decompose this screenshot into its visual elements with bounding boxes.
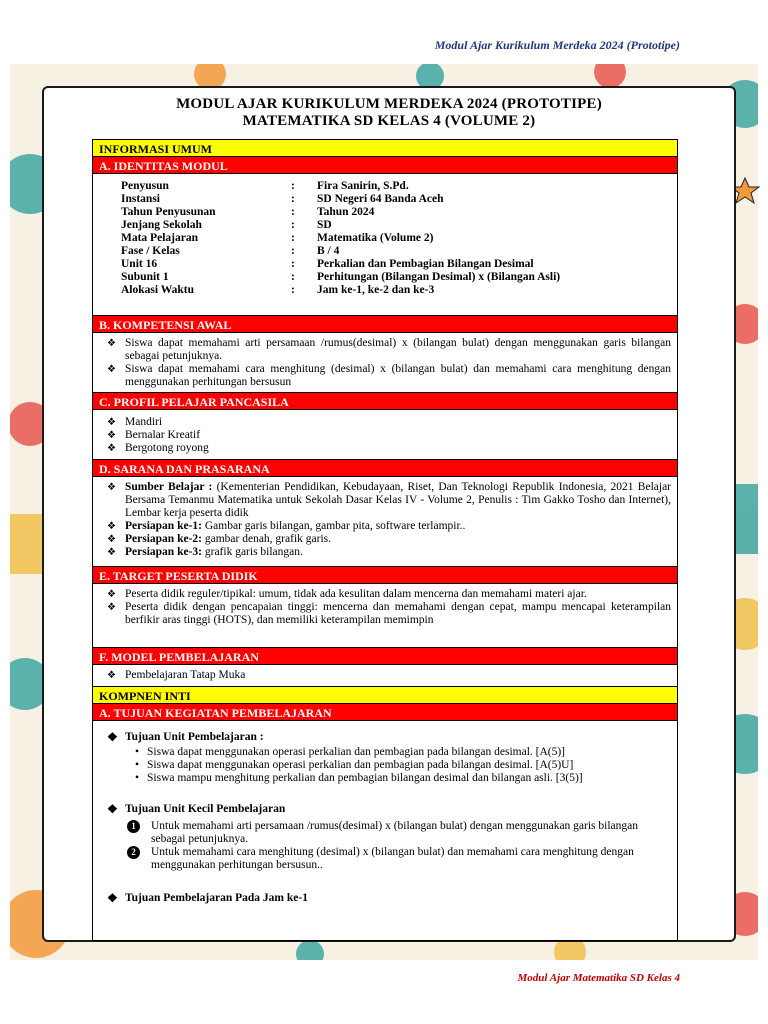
title-line-2: MATEMATIKA SD KELAS 4 (VOLUME 2) — [242, 113, 536, 129]
identity-label: Tahun Penyusunan — [121, 206, 216, 218]
sarana-item — [101, 520, 671, 533]
document-title — [44, 96, 734, 130]
sarana-text: (Kementerian Pendidikan, Kebudayaan, Riset, Dan Teknologi Republik Indonesia, 2021 Belajar Bersama Temanmu Matematika untuk Sekolah Dasar Kelas IV - Volume 2, Penulis : Tim Gakko Tosho dan Internet), Lembar kerja peserta didik — [125, 481, 671, 519]
profil-item: ❖ Mandiri — [101, 416, 671, 429]
sarana-label: Sumber Belajar : — [125, 481, 213, 493]
model-item: ❖ Pembelajaran Tatap Muka — [101, 669, 671, 682]
identity-value: B / 4 — [317, 245, 340, 257]
section-profil-pancasila: C. PROFIL PELAJAR PANCASILA — [92, 392, 678, 410]
target-item: ❖ Peserta didik dengan pencapaian tinggi: mencerna dan memahami dengan cepat, mampu mencapai keterampilan berfikir aras tinggi (HOTS), dan memiliki keterampilan memimpin — [101, 601, 671, 627]
identity-value: Matematika (Volume 2) — [317, 232, 434, 244]
kompetensi-item: ❖ Siswa dapat memahami cara menghitung (desimal) x (bilangan bulat) dan memahami cara menghitung dengan menggunakan perhitungan bersusun — [101, 363, 671, 389]
target-item: ❖ Peserta didik reguler/tipikal: umum, tidak ada kesulitan dalam mencerna dan memahami materi ajar. — [101, 588, 671, 601]
module-content — [92, 140, 678, 941]
section-model-pembelajaran: F. MODEL PEMBELAJARAN — [92, 647, 678, 665]
identity-separator: : — [291, 245, 295, 257]
identity-separator: : — [291, 271, 295, 283]
identity-table — [101, 178, 671, 297]
section-kompetensi-awal: B. KOMPETENSI AWAL — [92, 315, 678, 333]
identity-separator: : — [291, 219, 295, 231]
sarana-text: Gambar garis bilangan, gambar pita, software terlampir.. — [201, 520, 466, 532]
sarana-item — [101, 546, 671, 559]
target-box — [92, 584, 678, 648]
identity-label: Unit 16 — [121, 258, 158, 270]
profil-item: ❖ Bernalar Kreatif — [101, 429, 671, 442]
identity-label: Subunit 1 — [121, 271, 169, 283]
tujuan-unit-item: • Siswa mampu menghitung perkalian dan pembagian bilangan desimal dan bilangan asli. [3(5)] — [101, 772, 671, 785]
tujuan-kecil-text: Untuk memahami arti persamaan /rumus(desimal) x (bilangan bulat) dengan menggunakan garis bilangan sebagai petunjuknya. — [151, 820, 639, 845]
identity-separator: : — [291, 284, 295, 296]
section-sarana-prasarana: D. SARANA DAN PRASARANA — [92, 459, 678, 477]
section-informasi-umum: INFORMASI UMUM — [92, 139, 678, 157]
sarana-item — [101, 481, 671, 520]
sarana-item — [101, 533, 671, 546]
identity-label: Penyusun — [121, 180, 169, 192]
tujuan-box — [92, 721, 678, 941]
number-badge: 2 — [127, 846, 140, 859]
tujuan-kecil-list — [101, 820, 671, 872]
sarana-list — [101, 481, 671, 559]
identity-value: Tahun 2024 — [317, 206, 375, 218]
footer-note: Modul Ajar Matematika SD Kelas 4 — [517, 972, 680, 984]
sarana-label: Persiapan ke-1: — [125, 520, 202, 532]
identity-value: Perkalian dan Pembagian Bilangan Desimal — [317, 258, 534, 270]
identity-label: Mata Pelajaran — [121, 232, 198, 244]
sarana-text: gambar denah, grafik garis. — [201, 533, 331, 545]
sarana-label: Persiapan ke-2: — [125, 533, 202, 545]
identity-label: Alokasi Waktu — [121, 284, 194, 296]
identity-label: Instansi — [121, 193, 160, 205]
sarana-label: Persiapan ke-3: — [125, 546, 202, 558]
identity-separator: : — [291, 206, 295, 218]
tujuan-kecil-heading: ❖ Tujuan Unit Kecil Pembelajaran — [101, 803, 671, 816]
identity-separator: : — [291, 193, 295, 205]
section-tujuan-kegiatan: A. TUJUAN KEGIATAN PEMBELAJARAN — [92, 703, 678, 721]
sarana-box — [92, 477, 678, 567]
tujuan-unit-list — [101, 746, 671, 785]
identity-separator: : — [291, 180, 295, 192]
identity-value: SD Negeri 64 Banda Aceh — [317, 193, 444, 205]
tujuan-kecil-item — [101, 820, 671, 846]
kompetensi-box — [92, 333, 678, 393]
section-identitas-modul: A. IDENTITAS MODUL — [92, 156, 678, 174]
tujuan-kecil-item — [101, 846, 671, 872]
identity-separator: : — [291, 232, 295, 244]
target-list — [101, 588, 671, 627]
identity-value: SD — [317, 219, 332, 231]
title-line-1: MODUL AJAR KURIKULUM MERDEKA 2024 (PROTOTIPE) — [176, 96, 602, 112]
identity-value: Perhitungan (Bilangan Desimal) x (Bilangan Asli) — [317, 271, 561, 283]
section-kompnen-inti: KOMPNEN INTI — [92, 686, 678, 704]
identity-label: Jenjang Sekolah — [121, 219, 202, 231]
number-badge: 1 — [127, 820, 140, 833]
top-header-note: Modul Ajar Kurikulum Merdeka 2024 (Prototipe) — [434, 38, 680, 52]
tujuan-kecil-text: Untuk memahami cara menghitung (desimal) x (bilangan bulat) dan memahami cara menghitung dengan menggunakan perhitungan bersusun.. — [151, 846, 634, 871]
profil-item: ❖ Bergotong royong — [101, 442, 671, 455]
tujuan-unit-heading: ❖ Tujuan Unit Pembelajaran : — [101, 731, 671, 744]
profil-box — [92, 410, 678, 460]
sarana-text: grafik garis bilangan. — [201, 546, 303, 558]
identity-value: Jam ke-1, ke-2 dan ke-3 — [317, 284, 435, 296]
tujuan-unit-item: • Siswa dapat menggunakan operasi perkalian dan pembagian pada bilangan desimal. [A(5)] — [101, 746, 671, 759]
model-list — [101, 669, 671, 682]
tujuan-jam-heading: ❖ Tujuan Pembelajaran Pada Jam ke-1 — [101, 892, 671, 905]
section-target-peserta: E. TARGET PESERTA DIDIK — [92, 566, 678, 584]
identity-separator: : — [291, 258, 295, 270]
kompetensi-item: ❖ Siswa dapat memahami arti persamaan /rumus(desimal) x (bilangan bulat) dengan menggunakan garis bilangan sebagai petunjuknya. — [101, 337, 671, 363]
identity-label: Fase / Kelas — [121, 245, 180, 257]
profil-list — [101, 416, 671, 455]
identity-box — [92, 174, 678, 316]
kompetensi-list — [101, 337, 671, 389]
identity-value: Fira Sanirin, S.Pd. — [317, 180, 409, 192]
tujuan-unit-item: • Siswa dapat menggunakan operasi perkalian dan pembagian pada bilangan desimal. [A(5)U] — [101, 759, 671, 772]
model-box — [92, 665, 678, 687]
